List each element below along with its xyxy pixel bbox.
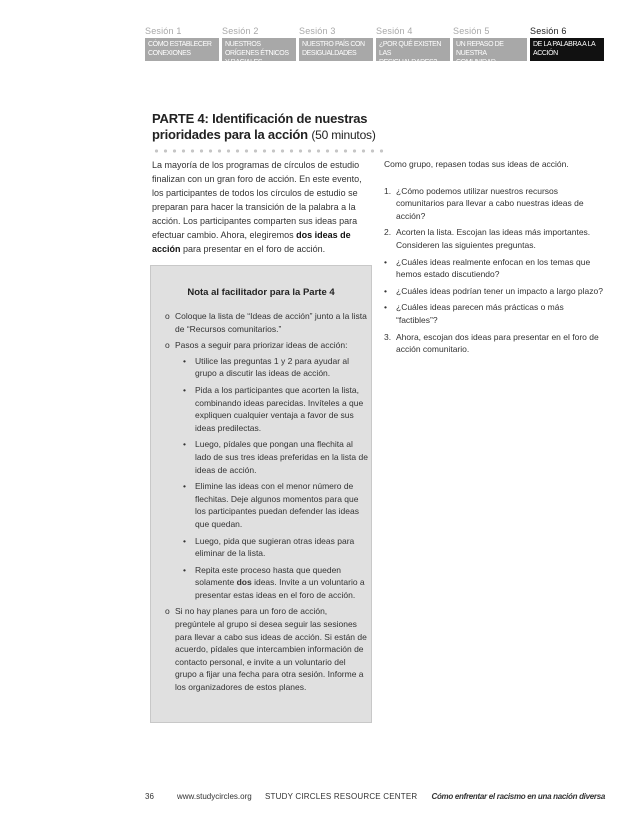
footer-org: STUDY CIRCLES RESOURCE CENTER	[265, 792, 418, 801]
note-step-bold: dos	[236, 577, 252, 588]
session-tab-4	[376, 26, 450, 66]
note-item	[165, 339, 369, 601]
intro-bold: dos ideas de acción	[152, 230, 351, 254]
checkbox-icon: o	[165, 606, 170, 617]
question-bullet	[384, 256, 604, 281]
session-tab-topic: CÓMO ESTABLECER CONEXIONES	[145, 38, 219, 61]
note-step	[179, 384, 369, 434]
session-tab-6	[530, 26, 604, 61]
session-tabs	[145, 26, 603, 66]
session-tab-1	[145, 26, 219, 61]
note-step-text: Utilice las preguntas 1 y 2 para ayudar al grupo a discutir las ideas de acción.	[195, 355, 350, 379]
session-tab-name: Sesión 4	[376, 26, 413, 36]
session-tab-topic: NUESTRO PAÍS CON DESIGUALDADES	[299, 38, 373, 61]
question-item	[384, 185, 604, 223]
note-step	[179, 564, 369, 602]
question-text: ¿Cuáles ideas parecen más prácticas o más “factibles”?	[396, 302, 564, 325]
session-tab-name: Sesión 2	[222, 26, 259, 36]
note-list	[165, 310, 369, 698]
note-step-text: Repita este proceso hasta que queden solamente	[195, 564, 342, 588]
page-number: 36	[145, 792, 154, 801]
session-tab-name: Sesión 1	[145, 26, 182, 36]
session-tab-topic: ¿POR QUÉ EXISTEN LAS DESIGUALDADES?	[376, 38, 450, 61]
intro-text: La mayoría de los programas de círculos de estudio finalizan con un gran foro de acción. En este evento, los participantes de todos los círculos de estudio se preparan para hacer la transición de la palabra a la acción. Los participantes comparten sus ideas para efectuar cambio. Ahora, elegiremos	[152, 160, 362, 240]
note-item	[165, 310, 369, 335]
right-column	[384, 158, 604, 360]
question-item	[384, 226, 604, 251]
right-intro: Como grupo, repasen todas sus ideas de acción.	[384, 159, 569, 169]
number-label: 2.	[384, 227, 392, 238]
facilitator-note-box	[150, 265, 372, 723]
footer-url: www.studycircles.org	[177, 792, 252, 801]
note-step-text: Pida a los participantes que acorten la lista, combinando ideas parecidas. Invíteles a que expliquen cualquier ventaja a favor de sus ideas predilectas.	[195, 384, 364, 433]
question-bullet	[384, 285, 604, 298]
bullet-icon: •	[384, 285, 387, 296]
footer-book-title: Cómo enfrentar el racismo en una nación diversa	[431, 792, 605, 801]
bullet-icon: •	[183, 355, 186, 366]
question-text: Acorten la lista. Escojan las ideas más importantes. Consideren las siguientes preguntas.	[396, 227, 591, 250]
note-steps	[175, 355, 369, 602]
bullet-icon: •	[183, 535, 186, 546]
note-step-text: Elimine las ideas con el menor número de flechitas. Deje algunos momentos para que los participantes puedan defender las ideas que quedan.	[195, 481, 359, 529]
question-text: ¿Cómo podemos utilizar nuestros recursos comunitarios para llevar a cabo nuestras ideas de acción?	[396, 185, 584, 221]
dotted-divider	[152, 148, 386, 154]
note-step-text: Luego, pida que sugieran otras ideas para eliminar de la lista.	[195, 535, 355, 559]
note-step-text: ideas. Invite a un voluntario a presentar estas ideas en el foro de acción.	[195, 577, 365, 600]
page-title	[152, 111, 392, 143]
question-text: ¿Cuáles ideas realmente enfocan en los temas que hemos estado discutiendo?	[396, 256, 591, 280]
question-text: ¿Cuáles ideas podrían tener un impacto a largo plazo?	[396, 285, 603, 296]
session-tab-name: Sesión 5	[453, 26, 490, 36]
bullet-icon: •	[183, 564, 186, 575]
note-title: Nota al facilitador para la Parte 4	[187, 287, 335, 298]
title-duration: (50 minutos)	[311, 128, 376, 142]
question-text: Ahora, escojan dos ideas para presentar en el foro de acción comunitario.	[396, 331, 599, 355]
note-step-text: Luego, pídales que pongan una flechita al lado de sus tres ideas preferidas en la lista de ideas de acción.	[195, 439, 368, 475]
session-tab-3	[299, 26, 373, 61]
note-item-text: Coloque la lista de “Ideas de acción” junto a la lista de “Recursos comunitarios.”	[175, 311, 367, 334]
note-item-text: Pasos a seguir para priorizar ideas de acción:	[175, 340, 348, 351]
session-tab-topic: UN REPASO DE NUESTRA COMUNIDAD	[453, 38, 527, 61]
question-item	[384, 331, 604, 356]
note-item	[165, 605, 369, 693]
bullet-icon: •	[384, 256, 387, 267]
note-step	[179, 355, 369, 380]
number-label: 3.	[384, 331, 392, 342]
question-bullet	[384, 301, 604, 326]
session-tab-2	[222, 26, 296, 66]
intro-tail: para presentar en el foro de acción.	[180, 244, 326, 254]
intro-paragraph	[152, 158, 364, 256]
note-item-text: Si no hay planes para un foro de acción, pregúntele al grupo si desea seguir las sesiones para llevar a cabo sus ideas de acción. Si están de acuerdo, pídales que intercambien información de contacto personal, e invite a un voluntario del grupo a fijar una fecha para otra sesión. Informe a los organizadores de estos planes.	[175, 606, 367, 693]
session-tab-topic: NUESTROS ORÍGENES ÉTNICOS Y RACIALES	[222, 38, 296, 61]
bullet-icon: •	[183, 481, 186, 492]
bullet-icon: •	[384, 302, 387, 313]
bullet-icon: •	[183, 439, 186, 450]
note-step	[179, 480, 369, 530]
session-tab-name: Sesión 6	[530, 26, 567, 36]
bullet-icon: •	[183, 384, 186, 395]
session-tab-topic: DE LA PALABRA A LA ACCIÓN	[530, 38, 604, 61]
title-text: PARTE 4: Identificación de nuestras prioridades para la acción	[152, 111, 368, 142]
checkbox-icon: o	[165, 340, 170, 351]
checkbox-icon: o	[165, 311, 170, 321]
session-tab-5	[453, 26, 527, 66]
number-label: 1.	[384, 185, 392, 196]
note-step	[179, 438, 369, 476]
session-tab-name: Sesión 3	[299, 26, 336, 36]
note-step	[179, 535, 369, 560]
